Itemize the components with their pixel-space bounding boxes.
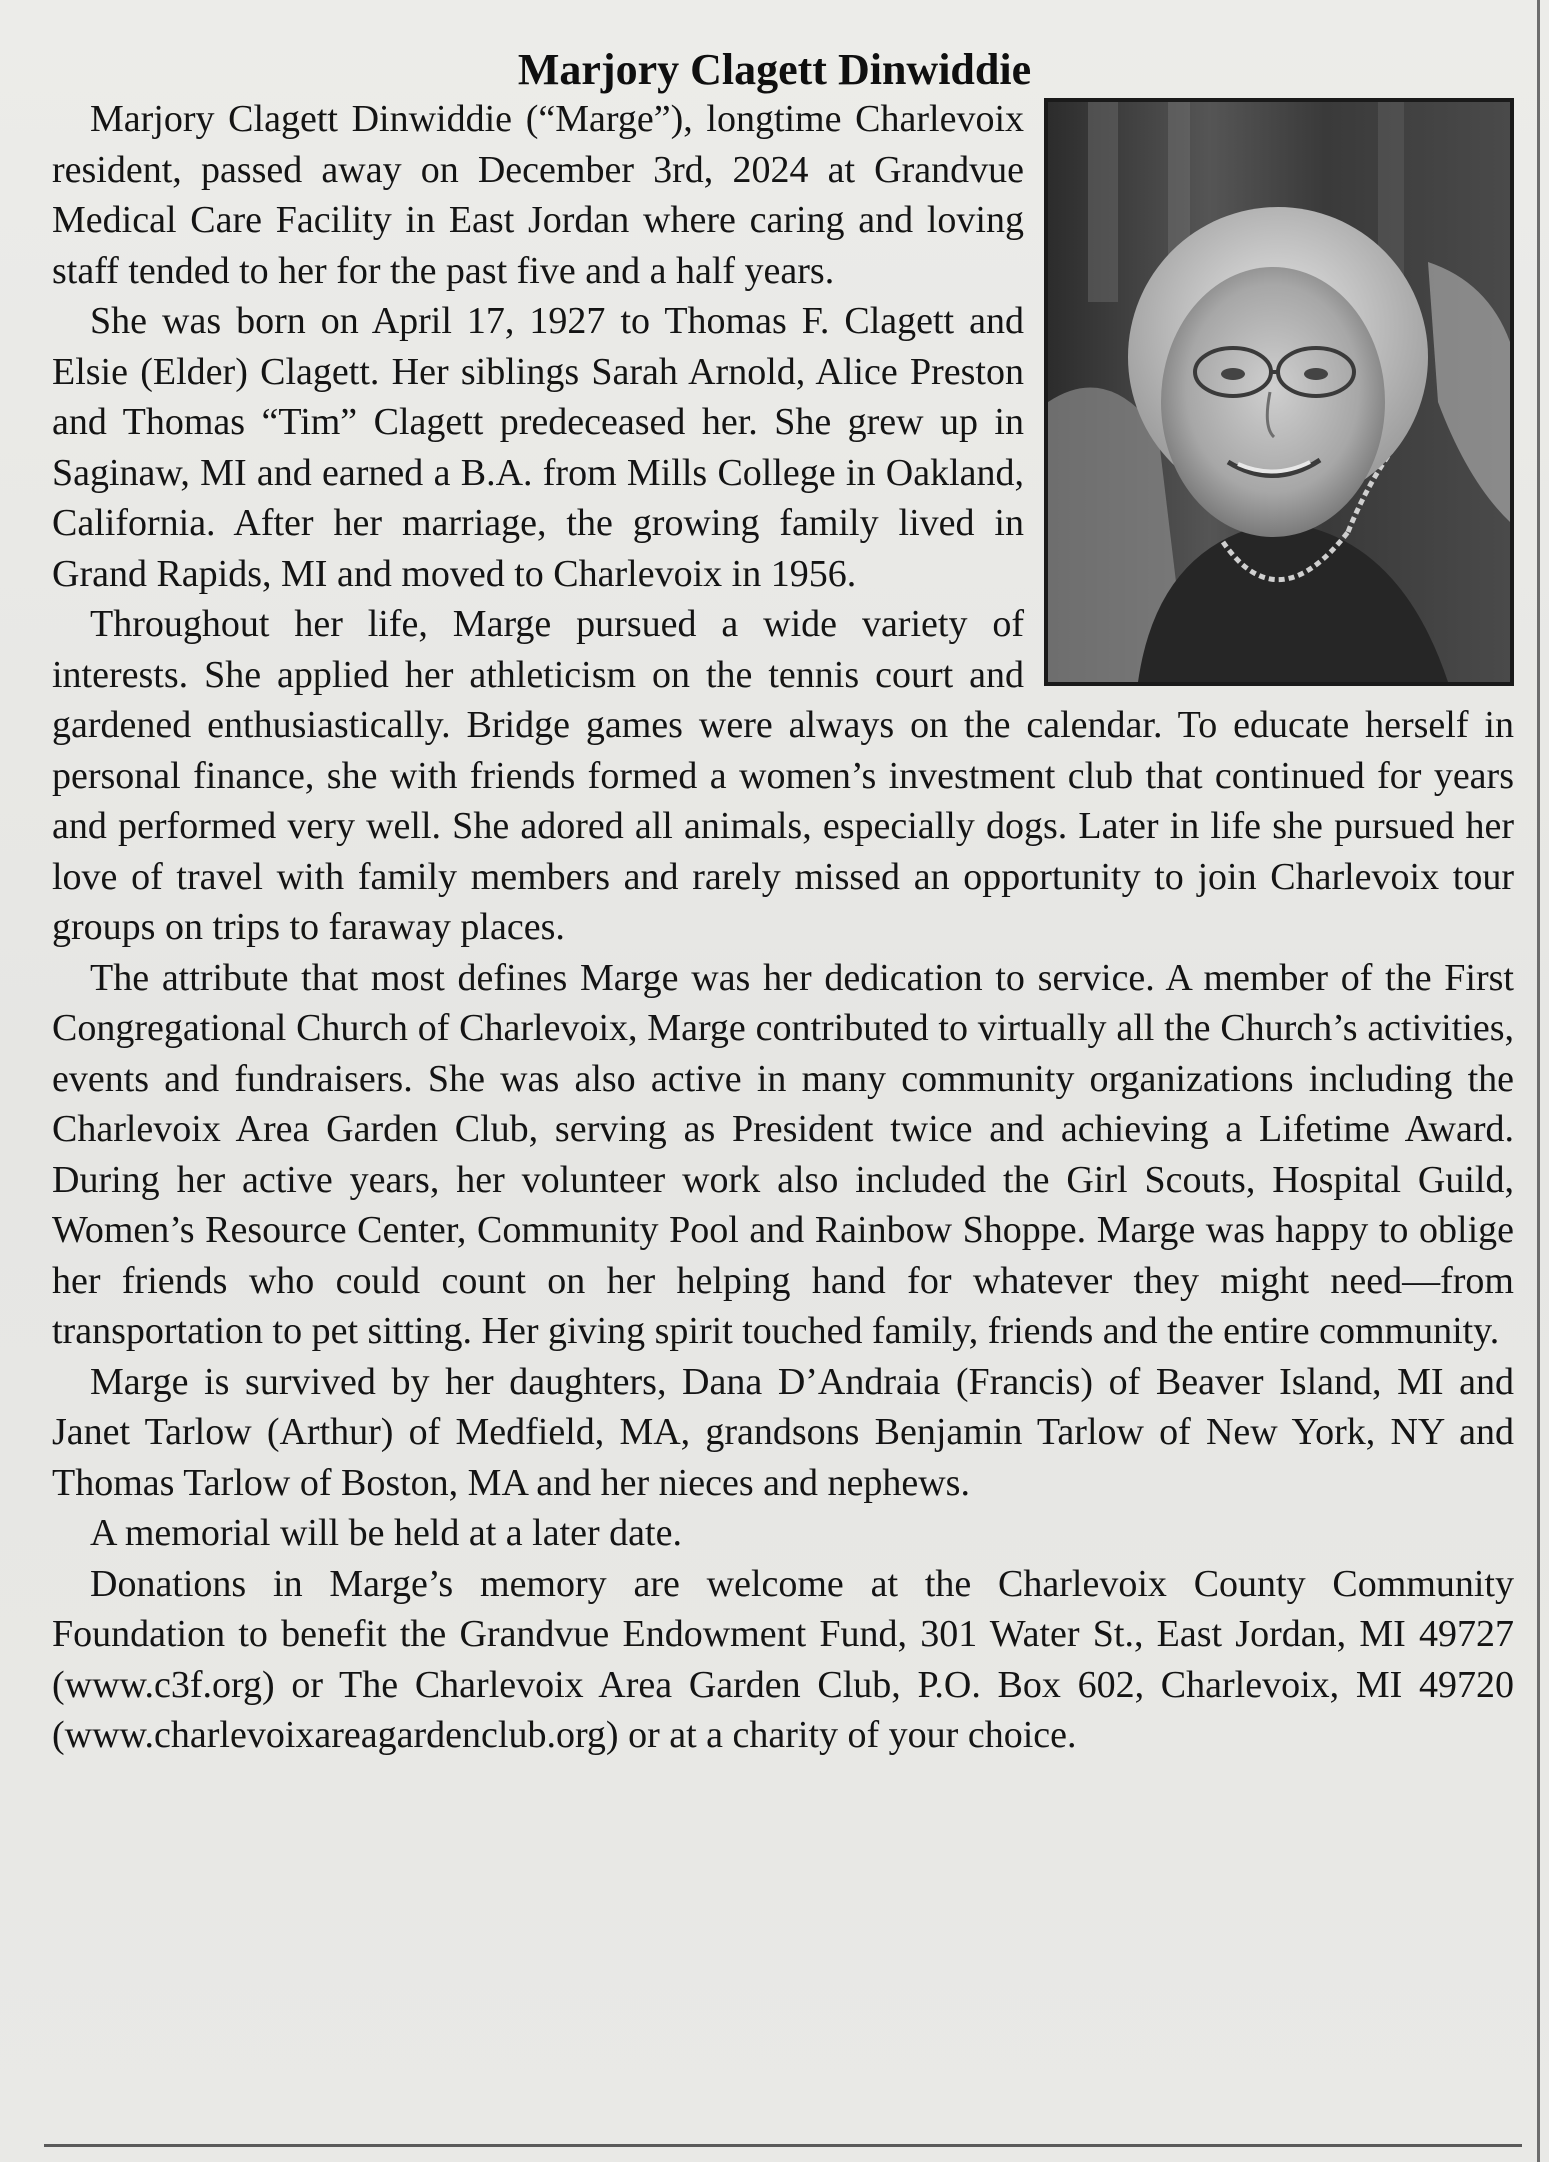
paragraph-1: Marjory Clagett Dinwiddie (“Marge”), longtime Charlevoix resident, passed away on December 3rd, 2024 at Grandvue Medical Care Facility in East Jordan where caring and loving staff tended to her for the past five and a half years. bbox=[52, 98, 1024, 292]
paragraph-3: Throughout her life, Marge pursued a wide variety of interests. She applied her athleticism on the tennis court and gardened enthusiastically. Bridge games were always on the calendar. To educate herself in personal finance, she with friends formed a women’s investment club that continued for years and performed very well. She adored all animals, especially dogs. Later in life she pursued her love of travel with family members and rarely missed an opportunity to join Charlevoix tour groups on trips to faraway places. bbox=[52, 603, 1514, 948]
portrait-photo-icon bbox=[1048, 102, 1510, 682]
paragraph-7: Donations in Marge’s memory are welcome at the Charlevoix County Community Foundation to benefit the Grandvue Endowment Fund, 301 Water St., East Jordan, MI 49727 (www.c3f.org) or The Charlevoix Area Garden Club, P.O. Box 602, Charlevoix, MI 49720 (www.charlevoixareagardenclub.org) or at a charity of your choice. bbox=[52, 1562, 1514, 1756]
paragraph-2: She was born on April 17, 1927 to Thomas F. Clagett and Elsie (Elder) Clagett. Her siblings Sarah Arnold, Alice Preston and Thomas “Tim” Clagett predeceased her. She grew up in Saginaw, MI and earned a B.A. from Mills College in Oakland, California. After her marriage, the growing family lived in Grand Rapids, MI and moved to Charlevoix in 1956. bbox=[52, 300, 1024, 595]
obituary-body bbox=[52, 94, 1514, 1761]
portrait-photo bbox=[1044, 98, 1514, 686]
column-rule bbox=[1537, 0, 1540, 2162]
paragraph-5: Marge is survived by her daughters, Dana D’Andraia (Francis) of Beaver Island, MI and Janet Tarlow (Arthur) of Medfield, MA, grandsons Benjamin Tarlow of New York, NY and Thomas Tarlow of Boston, MA and her nieces and nephews. bbox=[52, 1360, 1514, 1504]
paragraph-6: A memorial will be held at a later date. bbox=[90, 1512, 682, 1554]
obituary-title: Marjory Clagett Dinwiddie bbox=[517, 45, 1032, 95]
bottom-rule bbox=[44, 2144, 1522, 2147]
paragraph-4: The attribute that most defines Marge was her dedication to service. A member of the First Congregational Church of Charlevoix, Marge contributed to virtually all the Church’s activities, events and fundraisers. She was also active in many community organizations including the Charlevoix Area Garden Club, serving as President twice and achieving a Lifetime Award. During her active years, her volunteer work also included the Girl Scouts, Hospital Guild, Women’s Resource Center, Community Pool and Rainbow Shoppe. Marge was happy to oblige her friends who could count on her helping hand for whatever they might need—from transportation to pet sitting. Her giving spirit touched family, friends and the entire community. bbox=[52, 956, 1514, 1352]
